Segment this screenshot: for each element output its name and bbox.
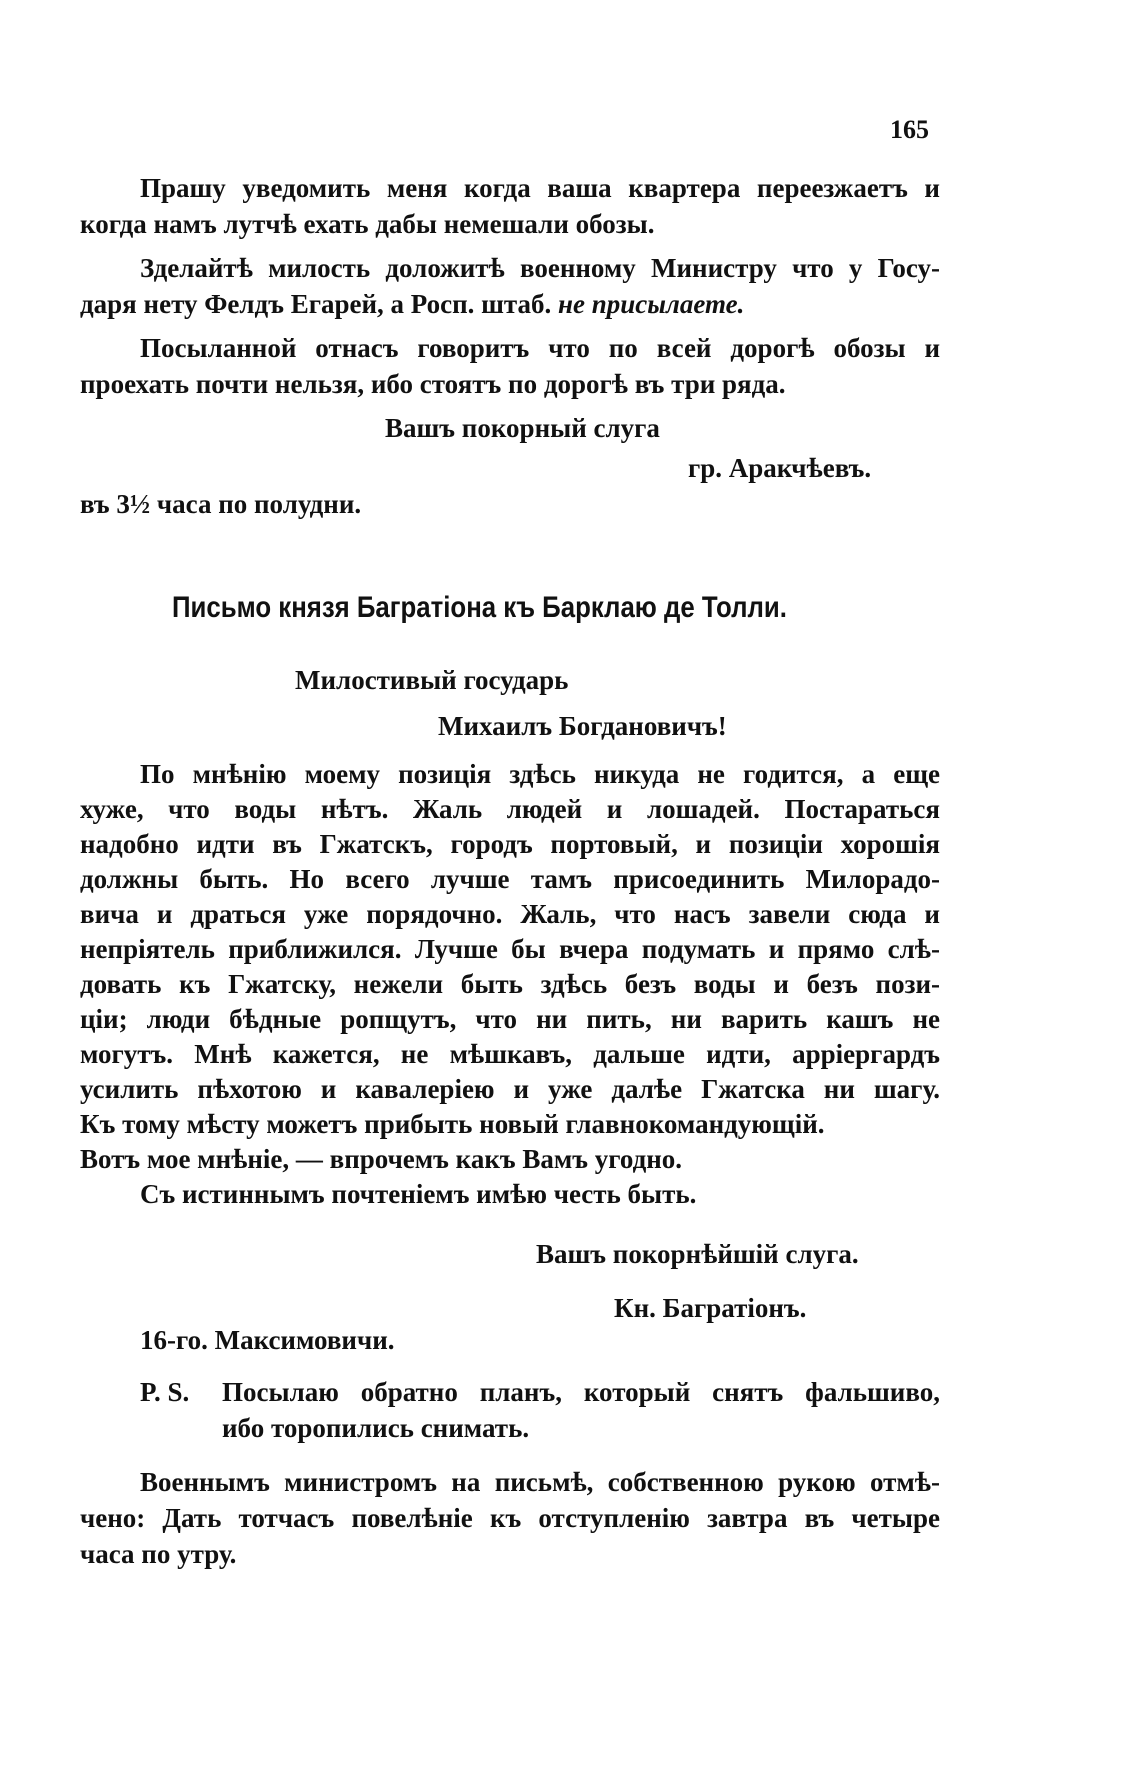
salutation-line-2: Михаилъ Богдановичъ!	[438, 711, 727, 741]
salutation-line-1: Милостивый государь	[295, 665, 569, 695]
note-line-1: Военнымъ министромъ на письмѣ, собственною рукою отмѣ-	[140, 1467, 940, 1497]
ps-line-2: ибо торопились снимать.	[222, 1413, 530, 1443]
ps-line-1: Посылаю обратно планъ, который снятъ фальшиво,	[222, 1377, 940, 1407]
body-line-13: Съ истиннымъ почтеніемъ имѣю честь быть.	[140, 1179, 697, 1209]
letter1-closing: Вашъ покорный слуга	[385, 413, 660, 443]
body-line-1: По мнѣнію моему позиція здѣсь никуда не годится, а еще	[140, 759, 940, 789]
letter1-line-6: проехать почти нельзя, ибо стоятъ по дорогѣ въ три ряда.	[80, 369, 786, 399]
letter1-signature: гр. Аракчѣевъ.	[688, 453, 872, 483]
ps-label: P. S.	[140, 1377, 190, 1407]
page-number: 165	[890, 115, 929, 144]
letter2-title: Письмо князя Багратіона къ Барклаю де Толли.	[172, 591, 787, 624]
body-line-5: вича и драться уже порядочно. Жаль, что насъ завели сюда и	[80, 899, 940, 929]
body-line-12: Вотъ мое мнѣніе, — впрочемъ какъ Вамъ угодно.	[80, 1144, 683, 1174]
letter1-line-1: Прашу уведомить меня когда ваша квартера переезжаетъ и	[140, 173, 940, 203]
letter1-time: въ 3½ часа по полудни.	[80, 489, 362, 519]
letter1-line-4-text: даря нету Фелдъ Егарей, а Росп. штаб.	[80, 289, 552, 319]
body-line-6: непріятель приближился. Лучше бы вчера подумать и прямо слѣ-	[80, 934, 940, 964]
body-line-10: усилить пѣхотою и кавалеріею и уже далѣе Гжатска ни шагу.	[80, 1074, 940, 1104]
body-line-8: ціи; люди бѣдные ропщутъ, что ни пить, ни варить кашъ не	[80, 1004, 940, 1034]
body-line-4: должны быть. Но всего лучше тамъ присоединить Милорадо-	[80, 864, 940, 894]
body-line-2: хуже, что воды нѣтъ. Жаль людей и лошадей. Постараться	[80, 794, 940, 824]
letter1-line-2: когда намъ лутчѣ ехать дабы немешали обозы.	[80, 209, 655, 239]
letter1-line-3: Зделайтѣ милость доложитѣ военному Министру что у Госу-	[140, 253, 940, 283]
letter1-line-4-italic: не присылаете.	[558, 289, 745, 319]
body-line-7: довать къ Гжатску, нежели быть здѣсь безъ воды и безъ пози-	[80, 969, 940, 999]
note-line-2: чено: Дать тотчасъ повелѣніе къ отступленію завтра въ четыре	[80, 1503, 940, 1533]
body-line-11: Къ тому мѣсту можетъ прибыть новый главнокомандующій.	[80, 1109, 825, 1139]
letter1-line-4	[80, 286, 744, 322]
body-line-9: могутъ. Мнѣ кажется, не мѣшкавъ, дальше идти, арріергардъ	[80, 1039, 940, 1069]
letter2-closing: Вашъ покорнѣйшій слуга.	[536, 1239, 859, 1269]
letter2-signature: Кн. Багратіонъ.	[614, 1293, 807, 1323]
note-line-3: часа по утру.	[80, 1539, 237, 1569]
date-place: 16-го. Максимовичи.	[140, 1325, 395, 1355]
letter1-line-5: Посыланной отнасъ говоритъ что по всей дорогѣ обозы и	[140, 333, 940, 363]
body-line-3: надобно идти въ Гжатскъ, городъ портовый, и позиціи хорошія	[80, 829, 940, 859]
